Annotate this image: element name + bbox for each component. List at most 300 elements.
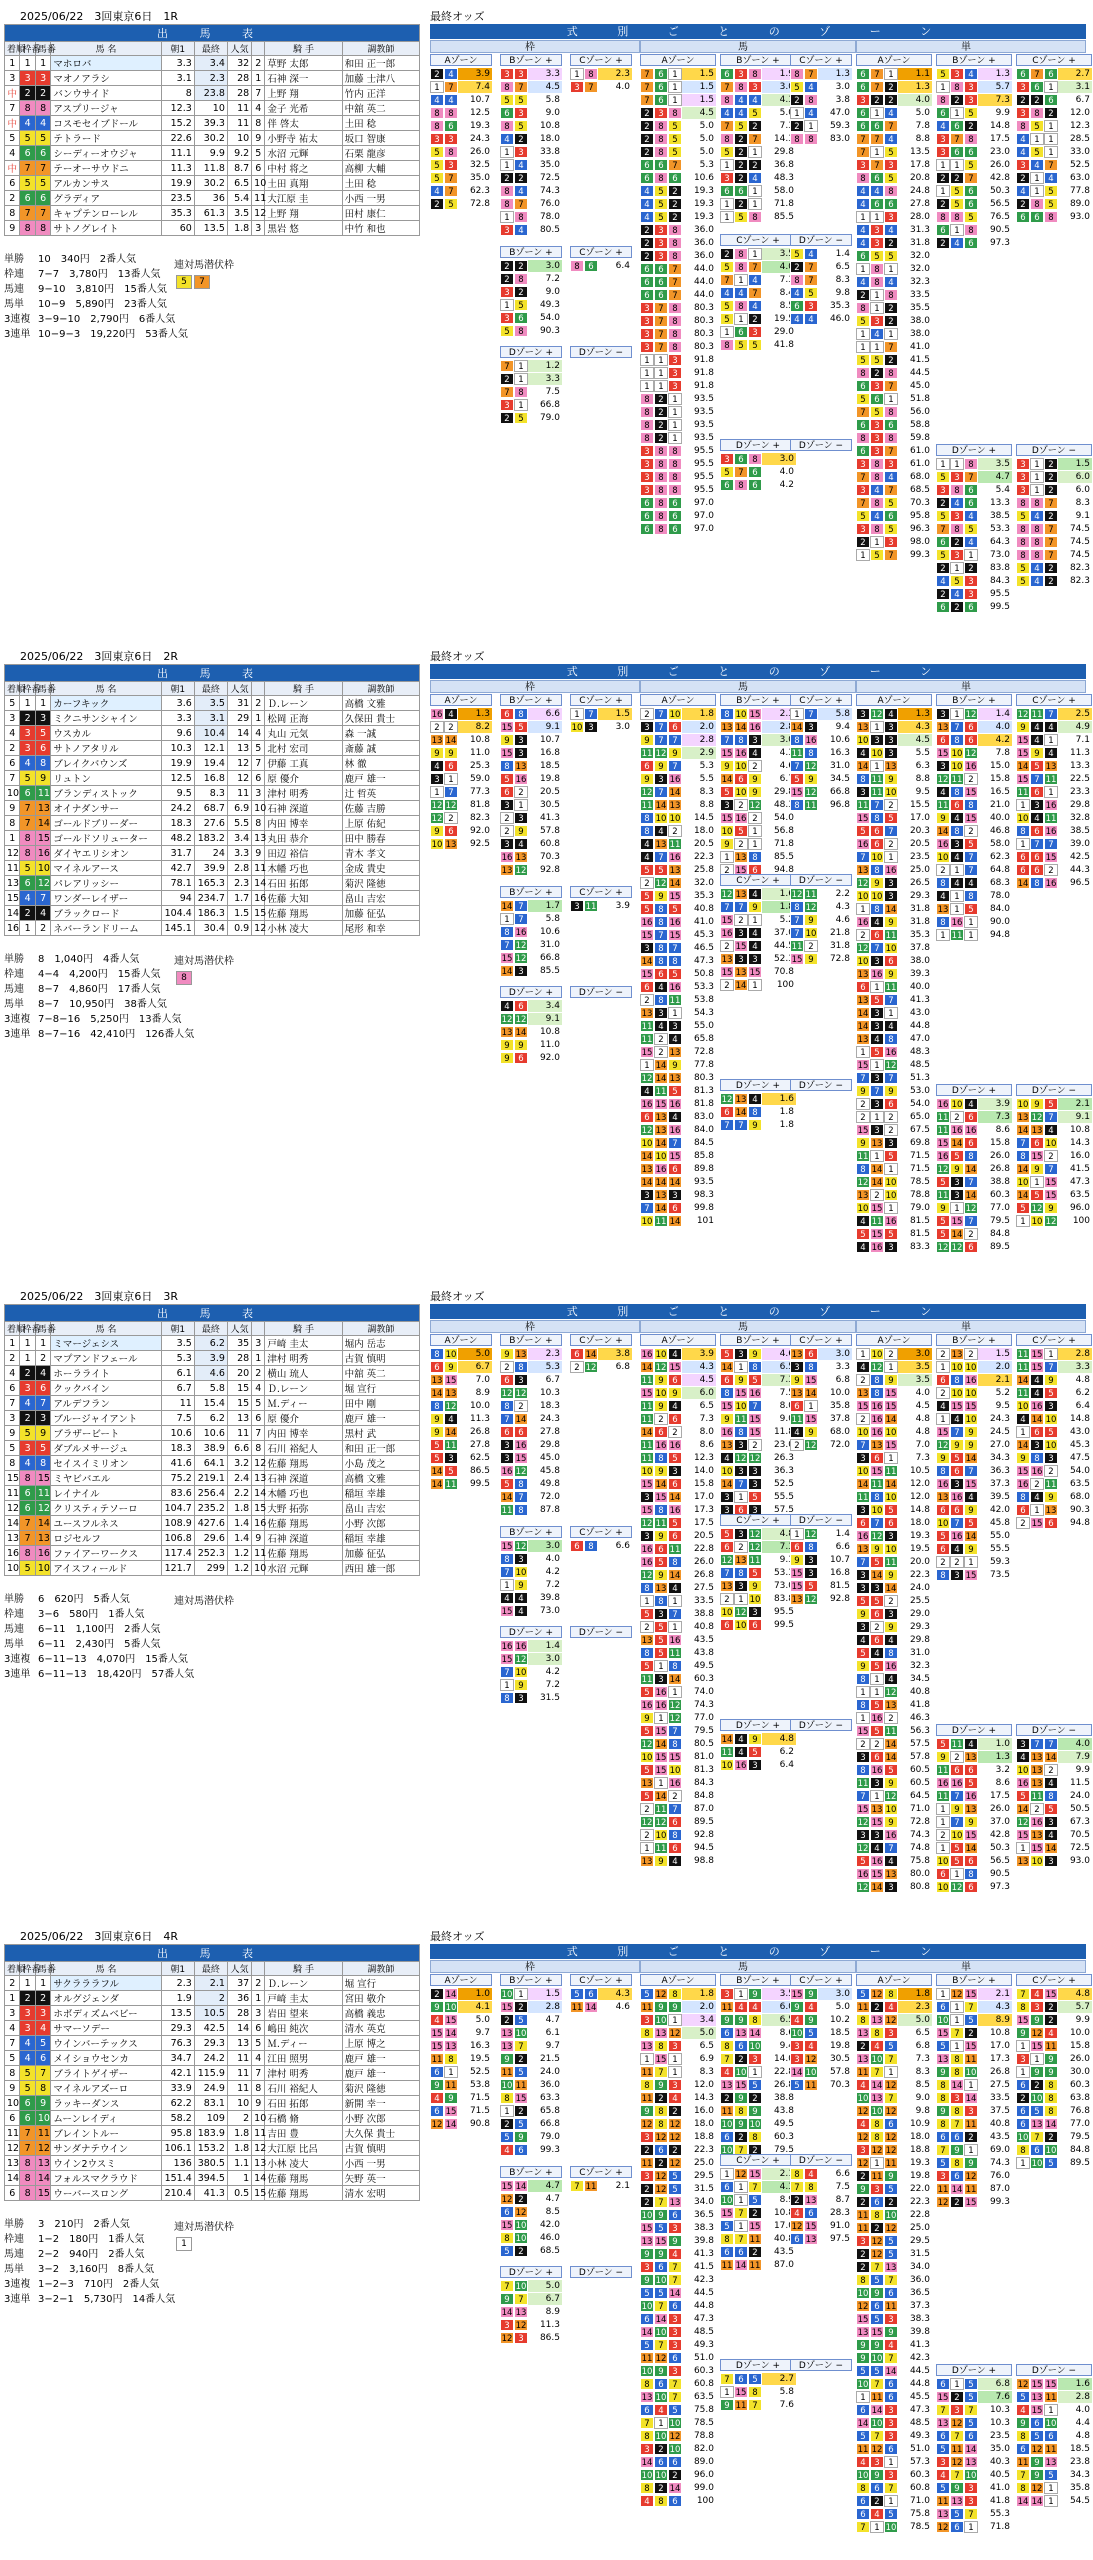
combo-odds: 6.7 — [1058, 94, 1092, 106]
entry-row[interactable] — [5, 2021, 420, 2036]
combo-horse: 2 — [654, 2157, 668, 2169]
horse-name[interactable]: オイナダンサー — [51, 801, 161, 816]
combo-horse: 11 — [668, 1647, 682, 1659]
entry-row[interactable] — [5, 116, 420, 131]
horse-name[interactable]: ネバーランドリーム — [51, 921, 161, 936]
combo-horse: 7 — [950, 2469, 964, 2481]
odds-morning: 106.8 — [161, 1531, 194, 1546]
combo-horse: 4 — [668, 2248, 682, 2260]
combo-horse: 7 — [748, 1400, 762, 1412]
combo-odds: 4.8 — [762, 1528, 796, 1540]
combo-horse: 5 — [870, 549, 884, 561]
payout-row — [4, 312, 420, 327]
combo-horse: 12 — [856, 942, 870, 954]
horse-name[interactable]: グラディア — [51, 191, 161, 206]
horse-name[interactable]: ホーラライト — [51, 1366, 161, 1381]
combo-odds: 10.8 — [762, 2207, 796, 2219]
combo-horse: 7 — [884, 484, 898, 496]
horse-number: 5 — [35, 131, 50, 146]
combo-odds: 40.3 — [978, 2456, 1012, 2468]
combo-horse: 14 — [870, 1881, 884, 1893]
entry-row[interactable] — [5, 2051, 420, 2066]
horse-name[interactable]: ウスカル — [51, 726, 161, 741]
entry-row[interactable] — [5, 861, 420, 876]
horse-name[interactable]: ブラザービート — [51, 1426, 161, 1441]
entry-row[interactable] — [5, 846, 420, 861]
combo-horse: 6 — [964, 237, 978, 249]
odds-morning: 11 — [161, 1396, 194, 1411]
combo-odds: 94.8 — [1058, 1517, 1092, 1529]
combo-horse: 15 — [884, 1439, 898, 1451]
combo-horse: 14 — [654, 799, 668, 811]
combo-odds: 60.3 — [1058, 2079, 1092, 2091]
horse-name[interactable]: サトノグレイト — [51, 221, 161, 236]
combo-horse: 16 — [668, 1504, 682, 1516]
trainer-name: 久保田 貴士 — [342, 711, 419, 726]
horse-name[interactable]: カーフキック — [51, 696, 161, 711]
horse-name[interactable]: アスプリージャ — [51, 101, 161, 116]
combo-odds: 9.9 — [1058, 2014, 1092, 2026]
jockey-rank: 6 — [252, 161, 265, 176]
horse-name[interactable]: サクラララフル — [51, 1976, 161, 1991]
combo-horse: 13 — [514, 851, 528, 863]
combo-odds: 98.3 — [682, 1189, 716, 1201]
entry-row[interactable] — [5, 2096, 420, 2111]
combo-horse: 15 — [936, 2027, 950, 2039]
entry-row[interactable] — [5, 206, 420, 221]
combo-horse: 12 — [640, 786, 654, 798]
combo-horse: 2 — [1044, 1150, 1058, 1162]
odds-final: 380.5 — [194, 2156, 227, 2171]
combo-horse: 10 — [790, 2027, 804, 2039]
jockey-name: 津村 明秀 — [265, 786, 342, 801]
combo-horse: 14 — [640, 1150, 654, 1162]
entry-row[interactable] — [5, 2006, 420, 2021]
combo-horse: 3 — [654, 773, 668, 785]
entry-row[interactable] — [5, 1501, 420, 1516]
combo-horse: 5 — [884, 497, 898, 509]
entry-row[interactable] — [5, 876, 420, 891]
combo-odds: 44.3 — [1058, 864, 1092, 876]
combo-odds: 81.0 — [682, 1751, 716, 1763]
zone-label: Cゾーン + — [720, 1514, 796, 1526]
combo-horse: 1 — [640, 367, 654, 379]
combo-horse: 11 — [870, 786, 884, 798]
odds-final: 256.4 — [194, 1486, 227, 1501]
horse-name[interactable]: ミヤビバエル — [51, 1471, 161, 1486]
entry-row[interactable] — [5, 801, 420, 816]
horse-name[interactable]: ミマージェシス — [51, 1336, 161, 1351]
horse-name[interactable]: サトノアタリル — [51, 741, 161, 756]
horse-name[interactable]: ミクニサンシャイン — [51, 711, 161, 726]
combo-horse: 1 — [734, 313, 748, 325]
entry-row[interactable] — [5, 131, 420, 146]
finish-mark: 4 — [5, 146, 20, 161]
horse-name[interactable]: ダイヤエリシオン — [51, 846, 161, 861]
combo-horse: 8 — [870, 2118, 884, 2130]
entry-row[interactable] — [5, 176, 420, 191]
combo-horse: 3 — [430, 773, 444, 785]
horse-name[interactable]: ゴールドブリーダー — [51, 816, 161, 831]
combo-horse: 10 — [668, 2417, 682, 2429]
combo-horse: 11 — [654, 1842, 668, 1854]
horse-name[interactable]: セイスイミリオン — [51, 1456, 161, 1471]
entry-row[interactable] — [5, 696, 420, 711]
entry-row[interactable] — [5, 711, 420, 726]
combo-horse: 3 — [668, 2079, 682, 2091]
combo-odds: 3.0 — [762, 81, 796, 93]
combo-horse: 14 — [514, 2180, 528, 2192]
horse-number: 6 — [35, 2051, 50, 2066]
odds-morning: 7.5 — [161, 1411, 194, 1426]
entry-row[interactable] — [5, 2066, 420, 2081]
combo-horse: 6 — [790, 1541, 804, 1553]
combo-horse: 8 — [936, 211, 950, 223]
combo-odds: 37.0 — [762, 927, 796, 939]
horse-name[interactable]: ダブルメサージュ — [51, 1441, 161, 1456]
entry-row[interactable] — [5, 1366, 420, 1381]
combo-horse: 8 — [734, 248, 748, 260]
entry-row[interactable] — [5, 71, 420, 86]
combo-horse: 8 — [668, 341, 682, 353]
horse-name[interactable]: ブラックロード — [51, 906, 161, 921]
combo-horse: 9 — [500, 1348, 514, 1360]
horse-name[interactable]: マオノアラシ — [51, 71, 161, 86]
entry-row[interactable] — [5, 1531, 420, 1546]
combo-odds: 21.8 — [818, 927, 852, 939]
horse-name[interactable]: ユースフルネス — [51, 1516, 161, 1531]
combo-odds: 16.0 — [682, 2105, 716, 2117]
odds-final: 38.9 — [194, 1441, 227, 1456]
combo-odds: 11.0 — [528, 1039, 562, 1051]
combo-odds: 77.8 — [682, 1059, 716, 1071]
jockey-rank: 10 — [252, 1561, 265, 1576]
combo-odds: 9.7 — [528, 2040, 562, 2052]
entry-row[interactable] — [5, 1396, 420, 1411]
entry-row[interactable] — [5, 146, 420, 161]
entry-row[interactable] — [5, 1411, 420, 1426]
trainer-name: 堀 宣行 — [342, 1381, 419, 1396]
horse-name[interactable]: フォルスマクラウド — [51, 2171, 161, 2186]
combo-horse: 8 — [748, 68, 762, 80]
horse-name[interactable]: マイネルアズーロ — [51, 2081, 161, 2096]
entry-row[interactable] — [5, 2141, 420, 2156]
combo-odds: 42.0 — [978, 1504, 1012, 1516]
combo-horse: 16 — [936, 838, 950, 850]
combo-horse: 11 — [804, 2079, 818, 2091]
combo-horse: 15 — [500, 721, 514, 733]
combo-horse: 8 — [734, 2105, 748, 2117]
combo-horse: 10 — [720, 1759, 734, 1771]
entry-row[interactable] — [5, 2186, 420, 2201]
horse-name[interactable]: クリスティテソーロ — [51, 1501, 161, 1516]
entry-row[interactable] — [5, 1426, 420, 1441]
horse-name[interactable]: アイスフィールド — [51, 1561, 161, 1576]
entry-row[interactable] — [5, 1486, 420, 1501]
horse-name[interactable]: シーディーオウジャ — [51, 146, 161, 161]
combo-horse: 5 — [856, 825, 870, 837]
entry-row[interactable] — [5, 786, 420, 801]
combo-horse: 16 — [640, 1556, 654, 1568]
horse-name[interactable]: バンウサイド — [51, 86, 161, 101]
combo-odds: 99.5 — [762, 1619, 796, 1631]
odds-final: 6.2 — [194, 1411, 227, 1426]
combo-odds: 48.3 — [762, 799, 796, 811]
combo-odds: 20.5 — [528, 786, 562, 798]
entry-row[interactable] — [5, 161, 420, 176]
combo-horse: 12 — [668, 2027, 682, 2039]
combo-horse: 7 — [734, 2144, 748, 2156]
trainer-name: 高橋 文雅 — [342, 696, 419, 711]
entry-row[interactable] — [5, 2036, 420, 2051]
combo-horse: 5 — [640, 890, 654, 902]
entry-row[interactable] — [5, 86, 420, 101]
entry-row[interactable] — [5, 891, 420, 906]
combo-odds: 36.0 — [528, 2079, 562, 2091]
entry-row[interactable] — [5, 2111, 420, 2126]
jockey-name: 水沼 元輝 — [265, 1561, 342, 1576]
entry-row[interactable] — [5, 1336, 420, 1351]
combo-horse: 14 — [964, 1530, 978, 1542]
horse-name[interactable]: ゴールドソリューター — [51, 831, 161, 846]
combo-odds: 81.5 — [898, 1228, 932, 1240]
entry-row[interactable] — [5, 1456, 420, 1471]
horse-name[interactable]: テーオーサウドニ — [51, 161, 161, 176]
combo-horse: 9 — [870, 1543, 884, 1555]
horse-name[interactable]: アルカンサス — [51, 176, 161, 191]
horse-name[interactable]: リュトン — [51, 771, 161, 786]
combo-horse: 1 — [1016, 2157, 1030, 2169]
combo-horse: 14 — [734, 721, 748, 733]
entry-row[interactable] — [5, 2156, 420, 2171]
combo-horse: 1 — [1016, 1842, 1030, 1854]
combo-odds: 91.8 — [682, 380, 716, 392]
entry-row[interactable] — [5, 191, 420, 206]
horse-name[interactable]: マホロバ — [51, 56, 161, 71]
payout-type: 3連複 — [4, 1012, 38, 1027]
entry-row[interactable] — [5, 1381, 420, 1396]
horse-name[interactable]: マイネルアース — [51, 861, 161, 876]
horse-name[interactable]: クックバイン — [51, 1381, 161, 1396]
combo-horse: 8 — [654, 2105, 668, 2117]
horse-name[interactable]: ウインバーテックス — [51, 2036, 161, 2051]
horse-name[interactable]: サンダナテウイン — [51, 2141, 161, 2156]
entry-row[interactable] — [5, 2081, 420, 2096]
combo-horse: 13 — [1044, 2456, 1058, 2468]
entry-row[interactable] — [5, 1441, 420, 1456]
entry-row[interactable] — [5, 771, 420, 786]
combo-odds: 10.7 — [458, 94, 492, 106]
combo-horse: 7 — [964, 1465, 978, 1477]
combo-horse: 15 — [720, 914, 734, 926]
combo-horse: 3 — [856, 786, 870, 798]
combo-horse: 6 — [856, 81, 870, 93]
horse-name[interactable]: ウーバースロング — [51, 2186, 161, 2201]
entry-row[interactable] — [5, 741, 420, 756]
frame-number: 6 — [20, 2111, 35, 2126]
entry-row[interactable] — [5, 756, 420, 771]
combo-odds: 1.5 — [978, 1348, 1012, 1360]
combo-horse: 16 — [500, 1640, 514, 1652]
payout-value: 10−9−3 19,220円 53番人気 — [38, 327, 248, 342]
entry-row[interactable] — [5, 2171, 420, 2186]
horse-name[interactable]: ブレイントルー — [51, 2126, 161, 2141]
combo-horse: 8 — [640, 393, 654, 405]
combo-horse: 7 — [654, 341, 668, 353]
horse-name[interactable]: コスモセイブドール — [51, 116, 161, 131]
combo-odds: 9.1 — [528, 1013, 562, 1025]
horse-name[interactable]: ブランディストック — [51, 786, 161, 801]
entry-row[interactable] — [5, 831, 420, 846]
combo-odds: 46.3 — [898, 1712, 932, 1724]
combo-odds: 35.3 — [682, 890, 716, 902]
combo-horse: 5 — [720, 466, 734, 478]
horse-name[interactable]: レイナイル — [51, 1486, 161, 1501]
entry-row[interactable] — [5, 726, 420, 741]
combo-horse: 9 — [430, 1426, 444, 1438]
entry-row[interactable] — [5, 906, 420, 921]
odds-morning: 24.2 — [161, 801, 194, 816]
combo-horse: 1 — [500, 211, 514, 223]
combo-horse: 10 — [720, 2144, 734, 2156]
trainer-name: 中竹 和也 — [342, 221, 419, 236]
horse-name[interactable]: ファイアーワークス — [51, 1546, 161, 1561]
odds-morning: 6.7 — [161, 1381, 194, 1396]
combo-horse: 13 — [640, 2040, 654, 2052]
combo-horse: 3 — [884, 1530, 898, 1542]
combo-odds: 71.5 — [898, 1163, 932, 1175]
combo-horse: 15 — [514, 1452, 528, 1464]
combo-horse: 12 — [1030, 2443, 1044, 2455]
entry-header-row — [5, 682, 420, 696]
payout-row — [4, 1012, 420, 1027]
horse-name[interactable]: ラッキーダンス — [51, 2096, 161, 2111]
combo-horse: 8 — [654, 1452, 668, 1464]
finish-mark: 中 — [5, 116, 20, 131]
combo-horse: 4 — [856, 1634, 870, 1646]
horse-name[interactable]: アルデフラン — [51, 1396, 161, 1411]
combo-odds: 50.5 — [1058, 1803, 1092, 1815]
horse-name[interactable]: テトラード — [51, 131, 161, 146]
trainer-name: 菊沢 隆徳 — [342, 2081, 419, 2096]
entry-row[interactable] — [5, 1991, 420, 2006]
combo-horse: 3 — [884, 2469, 898, 2481]
entry-row[interactable] — [5, 2126, 420, 2141]
combo-horse: 3 — [936, 484, 950, 496]
combo-horse: 2 — [1044, 471, 1058, 483]
frame-number: 7 — [20, 1531, 35, 1546]
combo-horse: 6 — [950, 799, 964, 811]
combo-odds: 92.8 — [818, 1593, 852, 1605]
horse-name[interactable]: サマーソデー — [51, 2021, 161, 2036]
combo-horse: 6 — [856, 981, 870, 993]
combo-horse: 14 — [734, 979, 748, 991]
combo-horse: 2 — [964, 825, 978, 837]
entry-row[interactable] — [5, 1976, 420, 1991]
combo-odds: 34.5 — [898, 1673, 932, 1685]
horse-name[interactable]: ブレイクバウンズ — [51, 756, 161, 771]
combo-odds: 60.8 — [528, 838, 562, 850]
horse-name[interactable]: ロジセルフ — [51, 1531, 161, 1546]
combo-horse: 3 — [654, 1673, 668, 1685]
combo-horse: 9 — [804, 1988, 818, 2000]
combo-horse: 4 — [856, 747, 870, 759]
combo-horse: 7 — [856, 146, 870, 158]
entry-row[interactable] — [5, 1546, 420, 1561]
entry-row[interactable] — [5, 1471, 420, 1486]
horse-name[interactable]: ワンダーレイザー — [51, 891, 161, 906]
entry-row[interactable] — [5, 1351, 420, 1366]
combo-horse: 12 — [430, 2118, 444, 2130]
combo-horse: 7 — [884, 549, 898, 561]
horse-number: 3 — [35, 2006, 50, 2021]
entry-row[interactable] — [5, 1561, 420, 1576]
horse-name[interactable]: パレアリッシー — [51, 876, 161, 891]
combo-odds: 4.3 — [762, 2181, 796, 2193]
entry-row[interactable] — [5, 101, 420, 116]
combo-horse: 12 — [870, 1361, 884, 1373]
entry-row[interactable] — [5, 56, 420, 71]
combo-horse: 2 — [1044, 1764, 1058, 1776]
combo-odds: 34.3 — [1058, 2469, 1092, 2481]
combo-horse: 1 — [790, 107, 804, 119]
race-block — [0, 1280, 1093, 1900]
combo-horse: 15 — [514, 2092, 528, 2104]
horse-name[interactable]: オルグジェンダ — [51, 1991, 161, 2006]
combo-horse: 3 — [856, 1452, 870, 1464]
combo-horse: 6 — [668, 2495, 682, 2507]
horse-name[interactable]: ウイン2ウスミ — [51, 2156, 161, 2171]
zone-label: Dゾーン − — [790, 1719, 852, 1731]
combo-odds: 10.3 — [528, 1387, 562, 1399]
combo-horse: 2 — [870, 1189, 884, 1201]
combo-horse: 7 — [654, 2196, 668, 2208]
horse-name[interactable]: マプアンドフェール — [51, 1351, 161, 1366]
combo-horse: 5 — [1016, 575, 1030, 587]
horse-name[interactable]: ブルージャイアント — [51, 1411, 161, 1426]
horse-name[interactable]: ホボディズムベビー — [51, 2006, 161, 2021]
combo-horse: 8 — [734, 1567, 748, 1579]
combo-odds: 90.3 — [528, 325, 562, 337]
entry-row[interactable] — [5, 816, 420, 831]
combo-horse: 6 — [1030, 1137, 1044, 1149]
horse-number: 9 — [35, 2096, 50, 2111]
combo-horse: 8 — [790, 133, 804, 145]
odds-final: 11.8 — [194, 161, 227, 176]
combo-horse: 2 — [884, 1124, 898, 1136]
combo-odds: 8.9 — [762, 2194, 796, 2206]
combo-horse: 15 — [500, 2219, 514, 2231]
combo-horse: 10 — [654, 1348, 668, 1360]
combo-horse: 16 — [748, 1387, 762, 1399]
frame-number: 1 — [20, 56, 35, 71]
horse-name[interactable]: キャプテンローレル — [51, 206, 161, 221]
odds-morning: 19.9 — [161, 176, 194, 191]
combo-horse: 2 — [1016, 1517, 1030, 1529]
horse-name[interactable]: ムーンレイディ — [51, 2111, 161, 2126]
combo-horse: 11 — [748, 2259, 762, 2271]
combo-horse: 5 — [1030, 760, 1044, 772]
combo-horse: 3 — [950, 1189, 964, 1201]
entry-row[interactable] — [5, 221, 420, 236]
jockey-rank: 6 — [252, 2021, 265, 2036]
entry-row[interactable] — [5, 921, 420, 936]
entry-row[interactable] — [5, 1516, 420, 1531]
horse-name[interactable]: ブライトゲイザー — [51, 2066, 161, 2081]
combo-horse: 14 — [514, 1413, 528, 1425]
horse-name[interactable]: メイショウセンカ — [51, 2051, 161, 2066]
combo-odds: 41.8 — [762, 339, 796, 351]
